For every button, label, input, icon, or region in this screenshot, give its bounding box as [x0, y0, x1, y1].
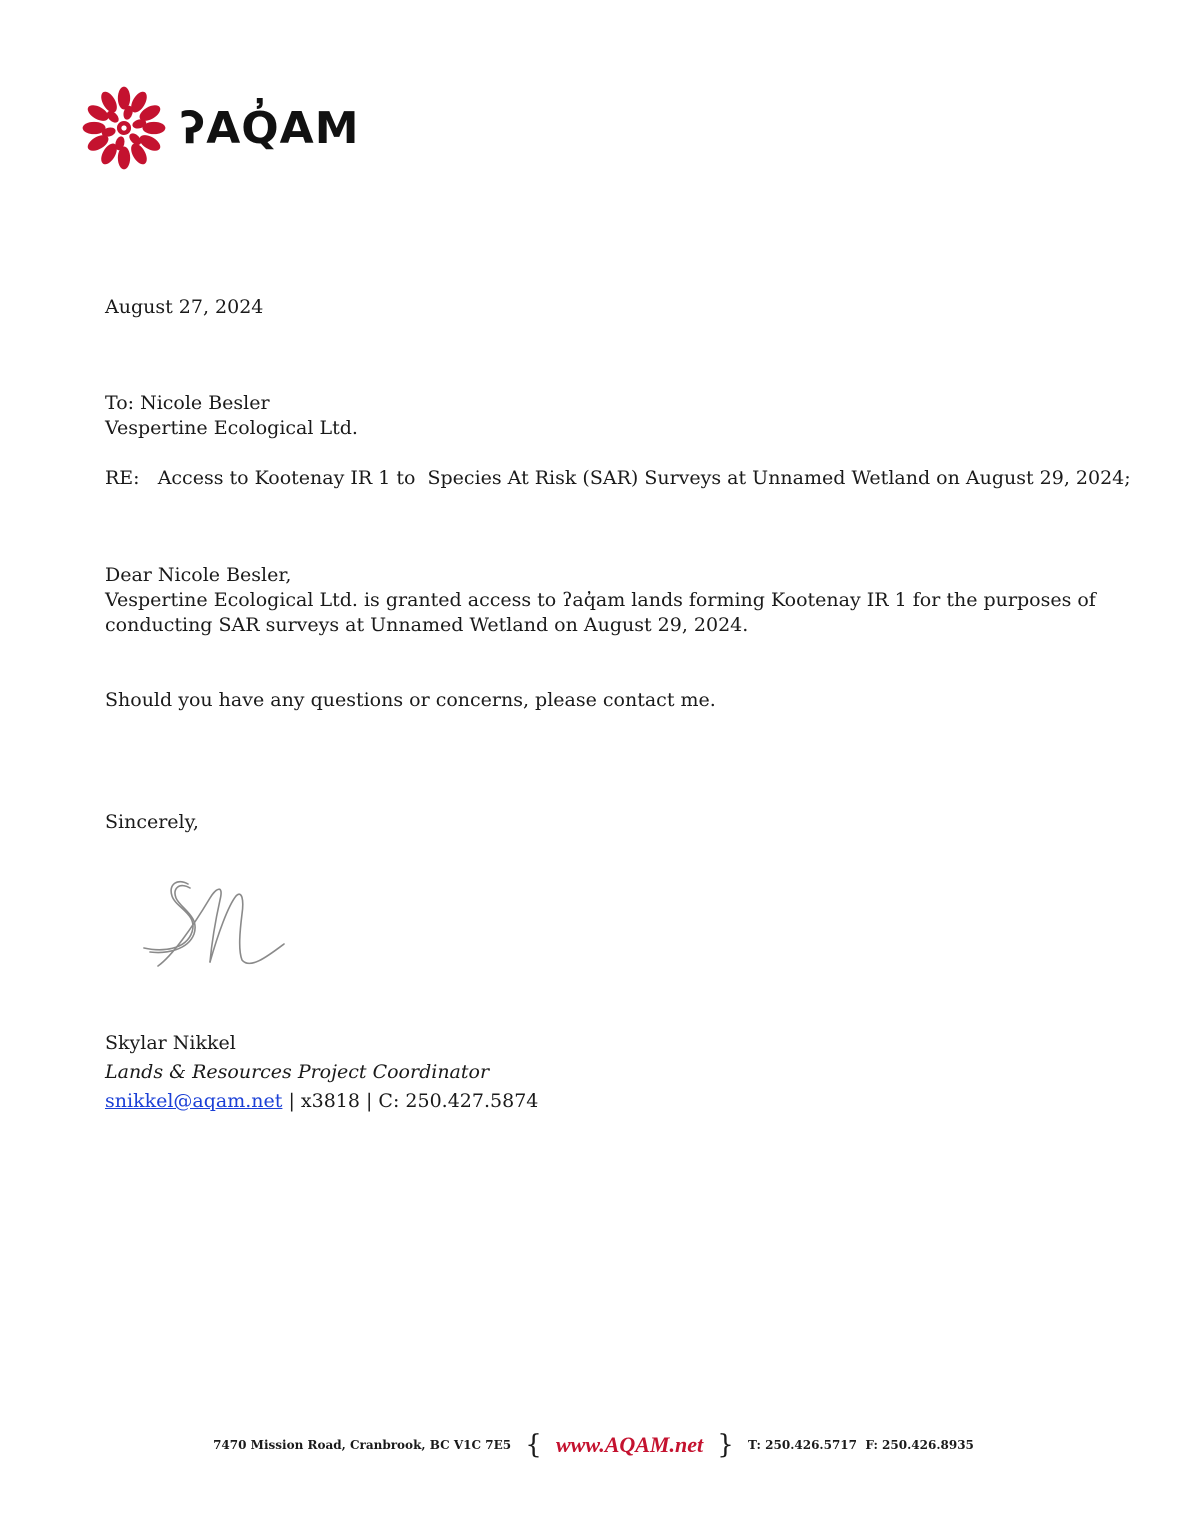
- body-paragraph-line-1: Vespertine Ecological Ltd. is granted access to ʔaq̓am lands forming Kootenay IR 1 for the purposes of: [105, 589, 1096, 611]
- handwritten-signature: [140, 870, 290, 975]
- organization-name: ʔAQ̓AM: [180, 102, 360, 154]
- signer-phone: | x3818 | C: 250.427.5874: [282, 1090, 539, 1112]
- signer-email-link[interactable]: snikkel@aqam.net: [105, 1090, 283, 1112]
- flower-logo-icon: [80, 84, 168, 172]
- closing: Sincerely,: [105, 811, 199, 833]
- footer-website[interactable]: www.AQAM.net: [555, 1432, 704, 1457]
- letterhead-footer: [0, 1430, 1187, 1460]
- signer-contact: [105, 1089, 538, 1114]
- footer-address: 7470 Mission Road, Cranbrook, BC V1C 7E5: [213, 1438, 512, 1452]
- signer-name: Skylar Nikkel: [105, 1032, 236, 1054]
- organization-logo: [80, 84, 360, 172]
- footer-phones: T: 250.426.5717 F: 250.426.8935: [748, 1438, 974, 1452]
- footer-left-brace: {: [525, 1430, 542, 1460]
- footer-right-brace: }: [717, 1430, 734, 1460]
- letter-date: August 27, 2024: [105, 296, 264, 318]
- recipient-name: To: Nicole Besler: [105, 392, 270, 414]
- body-paragraph-line-2: conducting SAR surveys at Unnamed Wetland on August 29, 2024.: [105, 614, 749, 636]
- recipient-company: Vespertine Ecological Ltd.: [105, 417, 358, 439]
- signer-title: Lands & Resources Project Coordinator: [105, 1061, 490, 1083]
- contact-request: Should you have any questions or concerns, please contact me.: [105, 689, 716, 711]
- salutation: Dear Nicole Besler,: [105, 564, 292, 586]
- subject-line: RE: Access to Kootenay IR 1 to Species At Risk (SAR) Surveys at Unnamed Wetland on August 29, 2024;: [105, 467, 1131, 489]
